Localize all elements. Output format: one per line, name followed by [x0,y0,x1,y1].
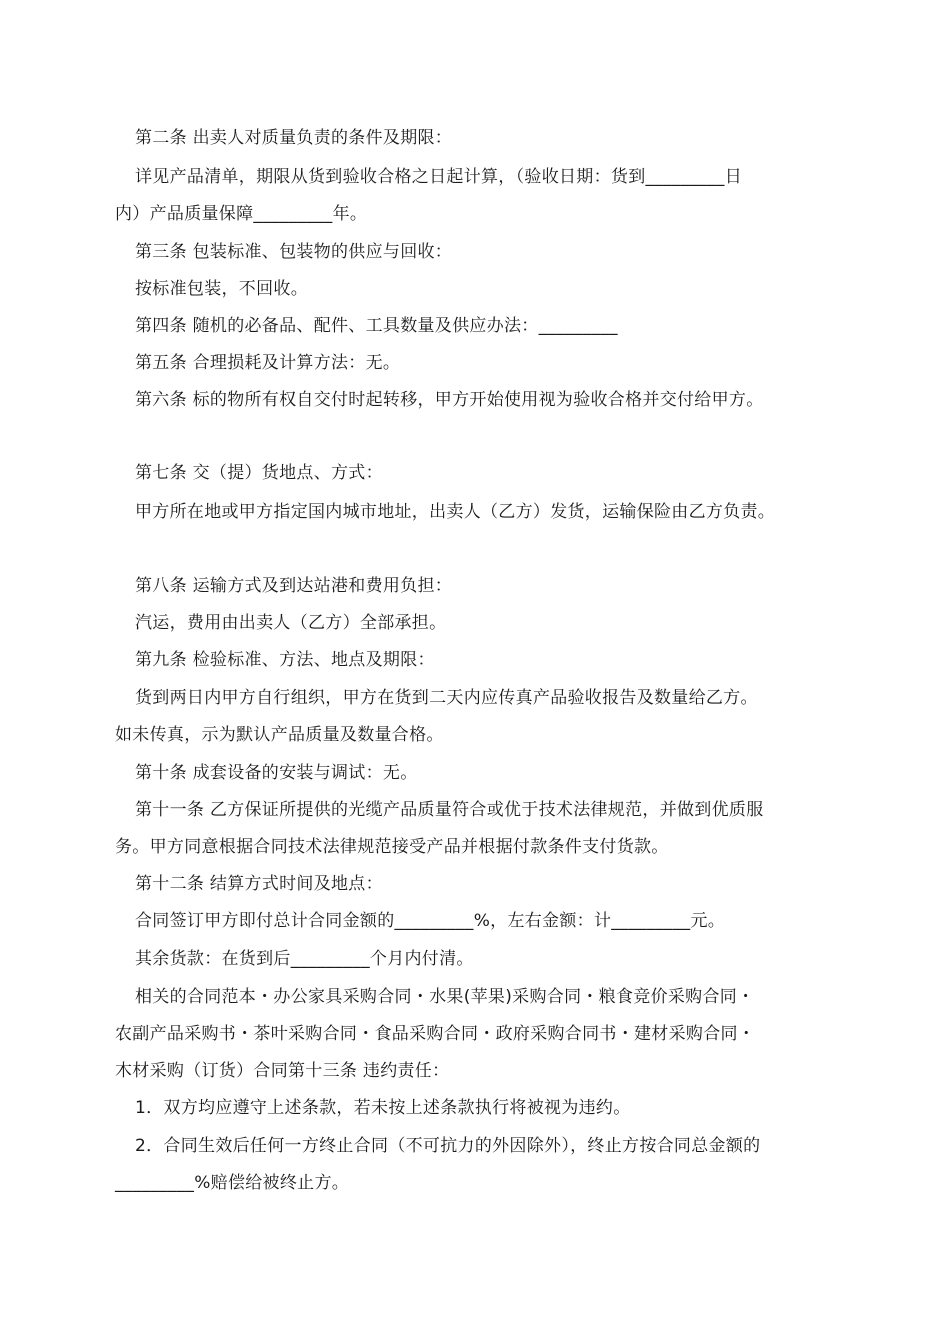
article-2-heading: 第二条 出卖人对质量负责的条件及期限： [135,128,453,148]
article-12-body-line-2: 其余货款：在货到后_________个月内付清。 [135,949,474,969]
article-12-body-line-1: 合同签订甲方即付总计合同金额的_________%，左右金额：计_________元。 [135,911,726,931]
related-templates-line-1: 相关的合同范本・办公家具采购合同・水果(苹果)采购合同・粮食竞价采购合同・ [135,987,755,1007]
article-2-body-line-2: 内）产品质量保障_________年。 [115,204,368,224]
article-13-item-2-line-1: 2．合同生效后任何一方终止合同（不可抗力的外因除外），终止方按合同总金额的 [135,1136,761,1156]
article-8-body: 汽运，费用由出卖人（乙方）全部承担。 [135,613,447,633]
article-12-heading: 第十二条 结算方式时间及地点： [135,874,383,894]
article-3-heading: 第三条 包装标准、包装物的供应与回收： [135,242,453,262]
article-5: 第五条 合理损耗及计算方法：无。 [135,353,401,373]
article-9-heading: 第九条 检验标准、方法、地点及期限： [135,650,435,670]
article-6: 第六条 标的物所有权自交付时起转移，甲方开始使用视为验收合格并交付给甲方。 [135,390,764,410]
article-9-body-line-1: 货到两日内甲方自行组织，甲方在货到二天内应传真产品验收报告及数量给乙方。 [135,688,758,708]
related-templates-line-2: 农副产品采购书・茶叶采购合同・食品采购合同・政府采购合同书・建材采购合同・ [115,1024,756,1044]
article-3-body: 按标准包装，不回收。 [135,279,308,299]
article-13-item-1: 1．双方均应遵守上述条款，若未按上述条款执行将被视为违约。 [135,1098,631,1118]
article-10: 第十条 成套设备的安装与调试：无。 [135,763,418,783]
article-13-heading: 木材采购（订货）合同第十三条 违约责任： [115,1061,450,1081]
article-11-line-1: 第十一条 乙方保证所提供的光缆产品质量符合或优于技术法律规范，并做到优质服 [135,800,764,820]
article-7-heading: 第七条 交（提）货地点、方式： [135,463,383,483]
article-2-body-line-1: 详见产品清单，期限从货到验收合格之日起计算，（验收日期：货到_________日 [135,167,742,187]
article-4: 第四条 随机的必备品、配件、工具数量及供应办法：_________ [135,316,618,336]
article-7-body: 甲方所在地或甲方指定国内城市地址，出卖人（乙方）发货，运输保险由乙方负责。 [135,502,776,522]
article-8-heading: 第八条 运输方式及到达站港和费用负担： [135,576,453,596]
article-11-line-2: 务。甲方同意根据合同技术法律规范接受产品并根据付款条件支付货款。 [115,837,669,857]
article-13-item-2-line-2: _________%赔偿给被终止方。 [115,1173,350,1193]
article-9-body-line-2: 如未传真，示为默认产品质量及数量合格。 [115,725,444,745]
